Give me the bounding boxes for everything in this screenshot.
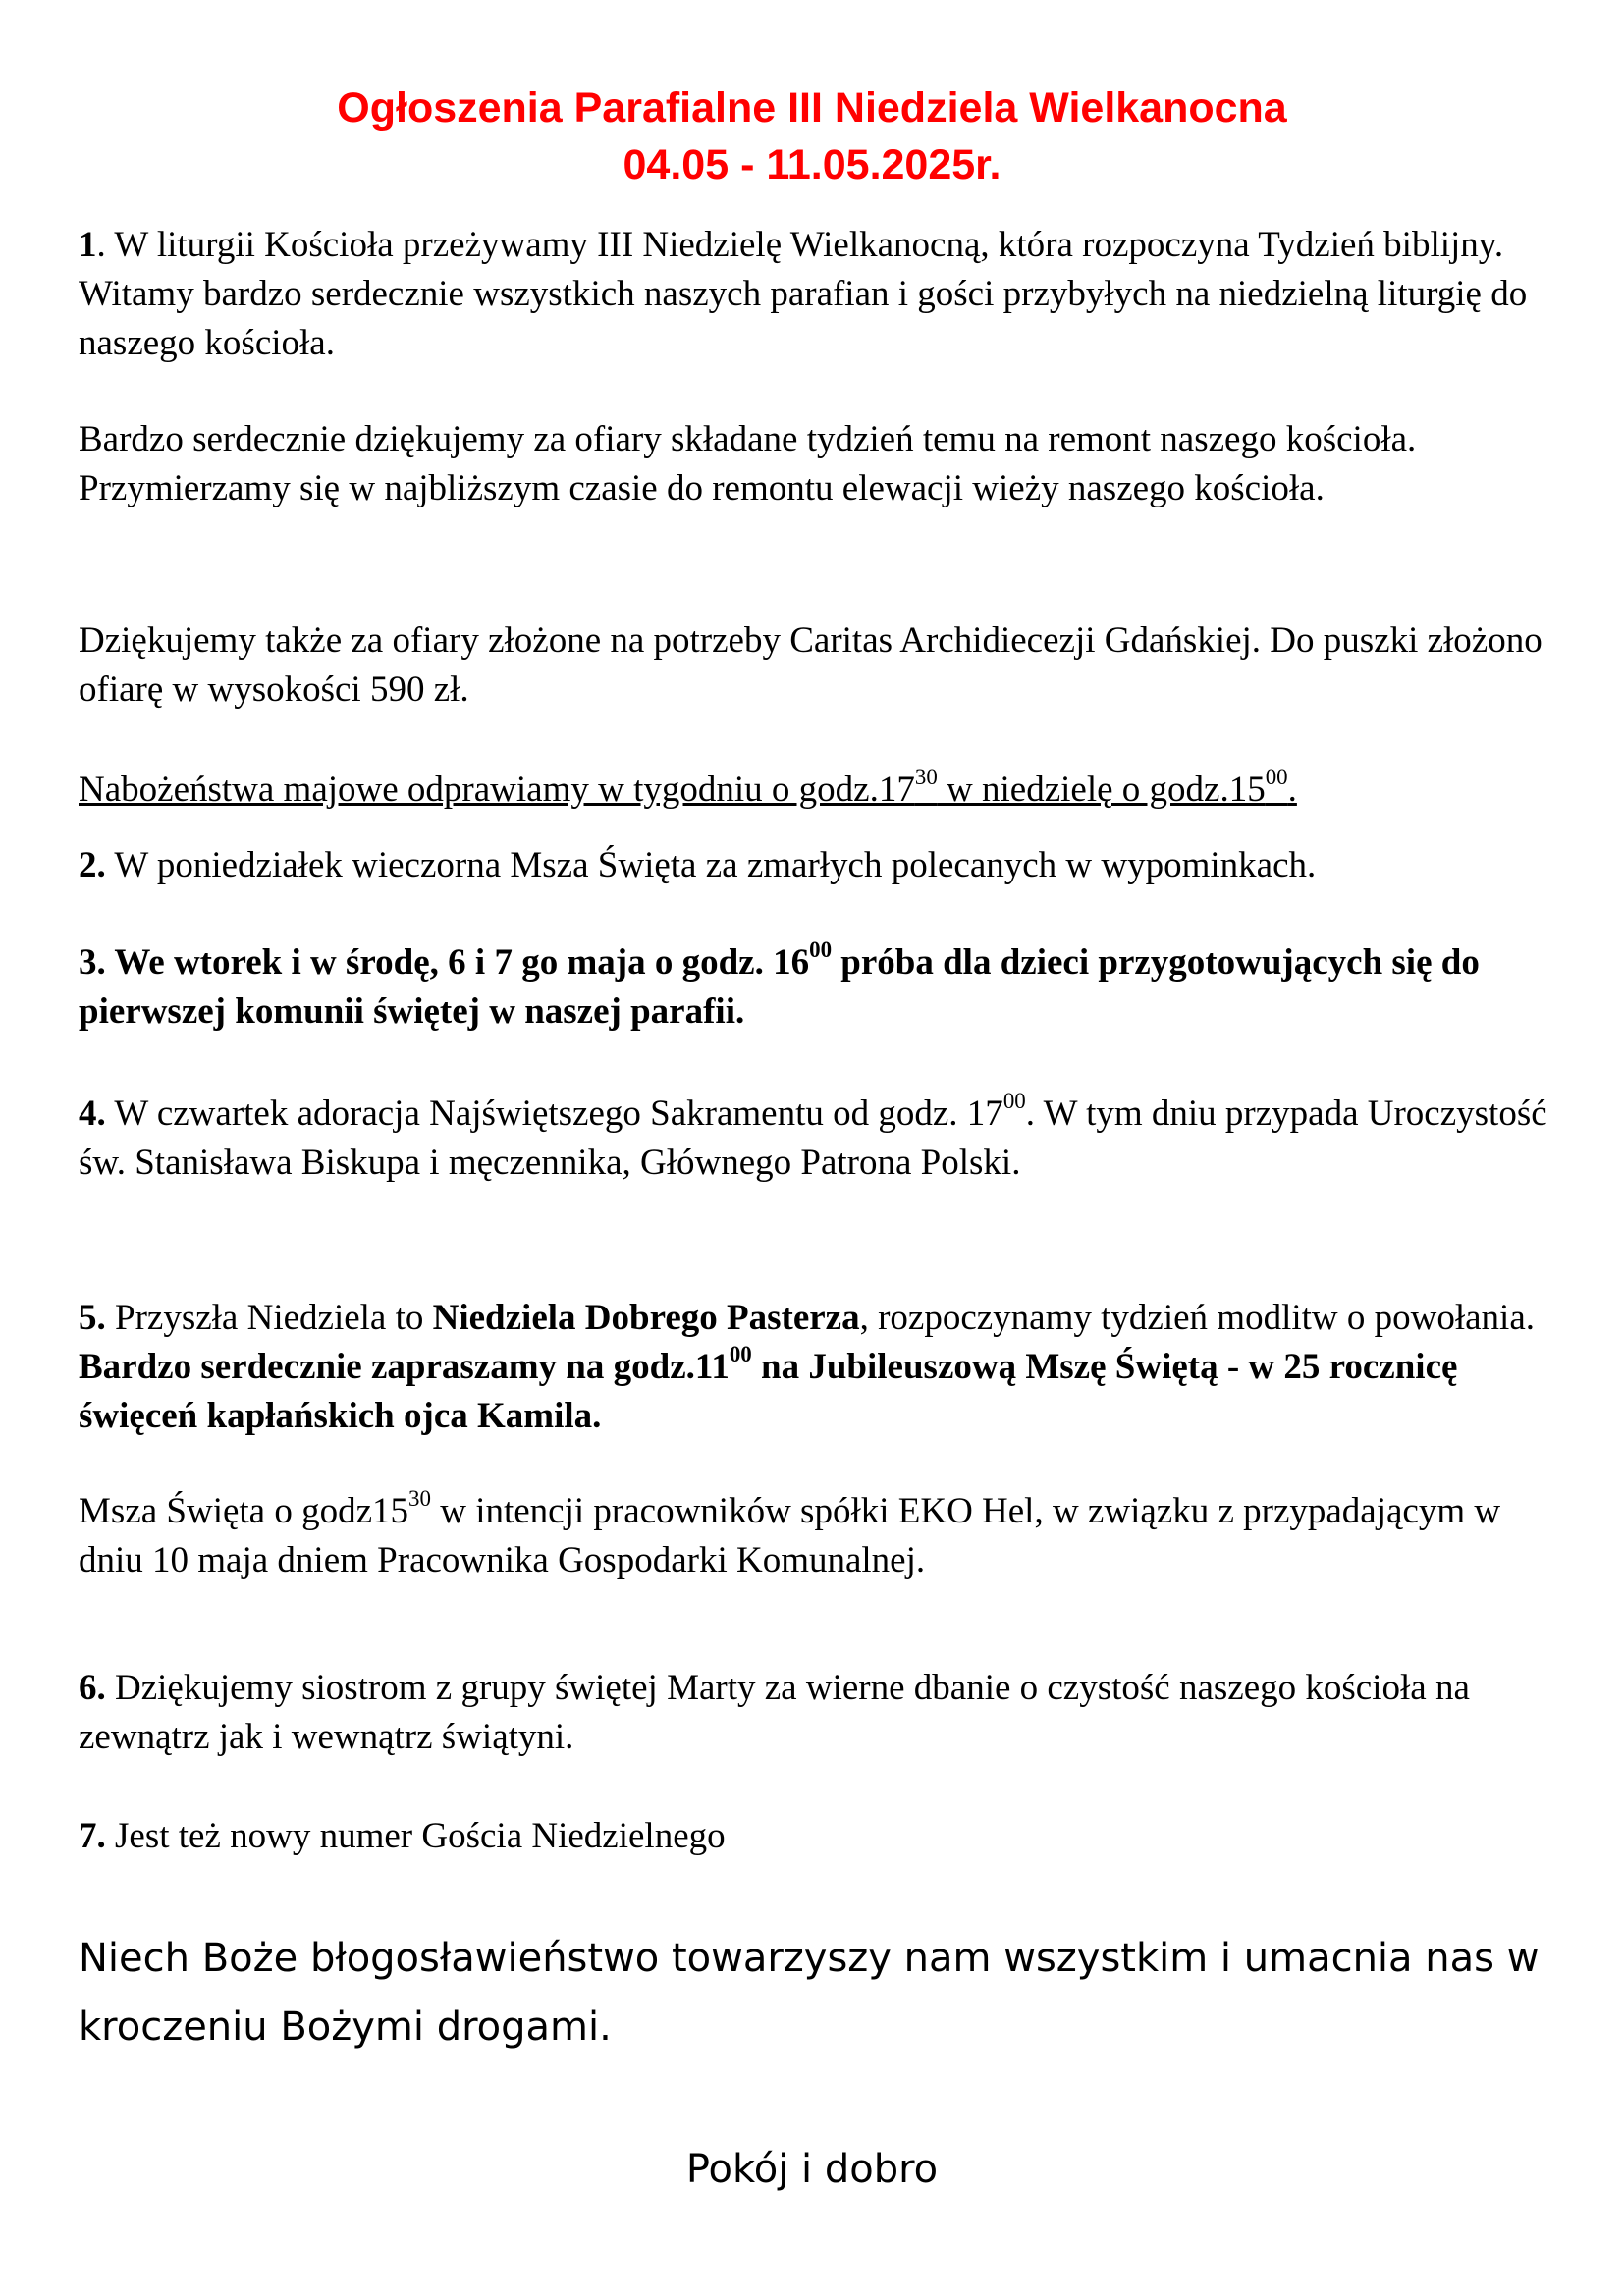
announcement-5 (79, 1294, 1571, 1441)
announcement-1 (79, 221, 1571, 368)
item-text: 3. We wtorek i w środę, 6 i 7 go maja o godz. 16 (79, 942, 810, 983)
jubilee-mass: na Jubileuszową Mszę Świętą - w 25 rocznicę święceń kapłańskich ojca Kamila. (79, 1347, 1458, 1436)
item-number: 2. (79, 845, 106, 885)
farewell: Pokój i dobro (685, 2147, 939, 2192)
time-minutes-2: 00 (1265, 764, 1288, 789)
good-shepherd-sunday: Niedziela Dobrego Pasterza (432, 1298, 860, 1338)
announcement-1-caritas: Dziękujemy także za ofiary złożone na potrzeby Caritas Archidiecezji Gdańskiej. Do puszki złożono ofiarę w wysokości 590 zł. (79, 620, 1543, 710)
invitation: Bardzo serdecznie zapraszamy na godz.11 (79, 1347, 730, 1387)
time-minutes: 00 (1002, 1088, 1026, 1113)
announcement-1-renovation: Bardzo serdecznie dziękujemy za ofiary składane tydzień temu na remont naszego kościoła. Przymierzamy się w najbliższym czasie do remontu elewacji wieży naszego kościoła. (79, 419, 1417, 508)
item-text: Przyszła Niedziela to (105, 1298, 433, 1338)
item-number: 7. (79, 1816, 106, 1856)
item-number: 1 (79, 225, 97, 265)
item-text: . W liturgii Kościoła przeżywamy III Niedzielę Wielkanocną, która rozpoczyna Tydzień biblijny. Witamy bardzo serdecznie wszystkich naszych parafian i gości przybyłych na niedzielną liturgię do naszego kościoła. (79, 225, 1528, 363)
item-text: W czwartek adoracja Najświętszego Sakramentu od godz. 17 (105, 1094, 1003, 1134)
time-minutes: 30 (914, 764, 938, 789)
time-minutes: 00 (809, 936, 833, 962)
announcement-7 (79, 1812, 1571, 1861)
closing-blessing: Niech Boże błogosławieństwo towarzyszy nam wszystkim i umacnia nas w kroczeniu Bożymi drogami. (79, 1936, 1540, 2050)
period: . (1287, 770, 1297, 810)
announcement-1-may-services (79, 766, 1571, 815)
item-text: Dziękujemy siostrom z grupy świętej Marty za wierne dbanie o czystość naszego kościoła na zewnątrz jak i wewnątrz świątyni. (79, 1668, 1470, 1757)
item-text: Msza Święta o godz15 (79, 1491, 409, 1531)
item-text-2: próba dla dzieci przygotowujących się do pierwszej komunii świętej w naszej parafii. (79, 942, 1480, 1032)
announcement-6 (79, 1664, 1571, 1762)
date-range: 04.05 - 11.05.2025r. (623, 141, 1001, 188)
item-number: 5. (79, 1298, 106, 1338)
announcement-5-mass (79, 1487, 1571, 1585)
announcement-4 (79, 1090, 1571, 1188)
item-text-2: . W tym dniu przypada Uroczystość św. Stanisława Biskupa i męczennika, Głównego Patrona Polski. (79, 1094, 1547, 1183)
page-title: Ogłoszenia Parafialne III Niedziela Wielkanocna (337, 84, 1287, 132)
announcement-3 (79, 938, 1571, 1037)
item-number: 6. (79, 1668, 106, 1708)
may-services-text: Nabożeństwa majowe odprawiamy w tygodniu o godz.17 (79, 770, 915, 810)
item-number: 4. (79, 1094, 106, 1134)
item-text-2: , rozpoczynamy tydzień modlitw o powołania. (859, 1298, 1536, 1338)
item-text-2: w intencji pracowników spółki EKO Hel, w związku z przypadającym w dniu 10 maja dniem Pracownika Gospodarki Komunalnej. (79, 1491, 1501, 1580)
time-minutes: 30 (408, 1485, 431, 1511)
announcement-2 (79, 841, 1571, 890)
item-text: Jest też nowy numer Gościa Niedzielnego (105, 1816, 726, 1856)
may-services-text-2: w niedzielę o godz.15 (937, 770, 1266, 810)
item-text: W poniedziałek wieczorna Msza Święta za zmarłych polecanych w wypominkach. (105, 845, 1317, 885)
time-minutes: 00 (729, 1341, 752, 1366)
